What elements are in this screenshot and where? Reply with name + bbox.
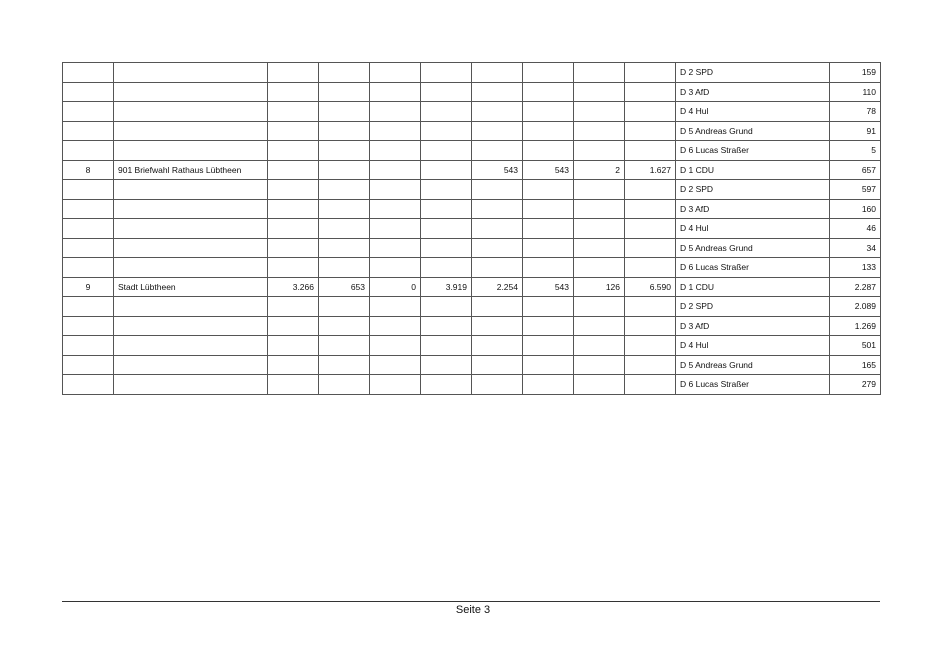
value-cell [370, 238, 421, 258]
value-cell [472, 316, 523, 336]
district-name-cell [114, 375, 268, 395]
value-cell [574, 199, 625, 219]
votes-cell: 501 [830, 336, 881, 356]
value-cell [319, 63, 370, 83]
table-row [63, 82, 881, 102]
value-cell [523, 141, 574, 161]
value-cell [421, 102, 472, 122]
value-cell [268, 238, 319, 258]
value-cell [268, 258, 319, 278]
value-cell [625, 219, 676, 239]
row-number-cell [63, 297, 114, 317]
value-cell: 2.254 [472, 277, 523, 297]
district-name-cell [114, 199, 268, 219]
row-number-cell [63, 355, 114, 375]
value-cell [523, 219, 574, 239]
table-row [63, 141, 881, 161]
value-cell [370, 375, 421, 395]
table-row [63, 102, 881, 122]
value-cell [319, 160, 370, 180]
district-name-cell [114, 63, 268, 83]
value-cell [625, 297, 676, 317]
value-cell [421, 336, 472, 356]
value-cell [421, 355, 472, 375]
value-cell [319, 141, 370, 161]
value-cell [523, 258, 574, 278]
value-cell [574, 141, 625, 161]
value-cell [472, 238, 523, 258]
value-cell [472, 121, 523, 141]
value-cell [268, 63, 319, 83]
value-cell [625, 82, 676, 102]
value-cell [268, 297, 319, 317]
district-name-cell [114, 297, 268, 317]
votes-cell: 46 [830, 219, 881, 239]
value-cell: 543 [523, 277, 574, 297]
value-cell [370, 102, 421, 122]
district-name-cell [114, 219, 268, 239]
value-cell [472, 180, 523, 200]
value-cell [472, 355, 523, 375]
value-cell [268, 355, 319, 375]
value-cell [574, 102, 625, 122]
value-cell [523, 297, 574, 317]
value-cell [421, 375, 472, 395]
candidate-cell: D 6 Lucas Straßer [676, 141, 830, 161]
candidate-cell: D 2 SPD [676, 63, 830, 83]
table-row [63, 121, 881, 141]
value-cell [472, 219, 523, 239]
row-number-cell [63, 238, 114, 258]
value-cell [523, 102, 574, 122]
row-number-cell [63, 199, 114, 219]
value-cell [370, 355, 421, 375]
value-cell [421, 180, 472, 200]
value-cell [472, 102, 523, 122]
value-cell [421, 258, 472, 278]
value-cell [268, 82, 319, 102]
candidate-cell: D 5 Andreas Grund [676, 355, 830, 375]
value-cell [523, 316, 574, 336]
value-cell [574, 316, 625, 336]
results-table [62, 62, 881, 395]
row-number-cell: 9 [63, 277, 114, 297]
value-cell [472, 336, 523, 356]
value-cell [574, 180, 625, 200]
district-name-cell [114, 180, 268, 200]
value-cell [319, 180, 370, 200]
value-cell [625, 238, 676, 258]
value-cell [421, 219, 472, 239]
value-cell [523, 336, 574, 356]
value-cell [574, 238, 625, 258]
votes-cell: 159 [830, 63, 881, 83]
candidate-cell: D 6 Lucas Straßer [676, 258, 830, 278]
district-name-cell: 901 Briefwahl Rathaus Lübtheen [114, 160, 268, 180]
value-cell [523, 355, 574, 375]
value-cell [319, 375, 370, 395]
value-cell [523, 180, 574, 200]
value-cell: 1.627 [625, 160, 676, 180]
row-number-cell [63, 316, 114, 336]
value-cell [319, 102, 370, 122]
row-number-cell [63, 180, 114, 200]
page-number: Seite 3 [455, 604, 491, 616]
value-cell [370, 199, 421, 219]
value-cell [574, 297, 625, 317]
candidate-cell: D 4 Hul [676, 102, 830, 122]
table-row [63, 238, 881, 258]
votes-cell: 34 [830, 238, 881, 258]
value-cell [319, 336, 370, 356]
candidate-cell: D 2 SPD [676, 180, 830, 200]
row-number-cell [63, 258, 114, 278]
value-cell [370, 258, 421, 278]
value-cell [268, 219, 319, 239]
table-row [63, 277, 881, 297]
value-cell [421, 316, 472, 336]
value-cell [421, 238, 472, 258]
row-number-cell [63, 141, 114, 161]
value-cell [472, 82, 523, 102]
value-cell [421, 199, 472, 219]
value-cell [523, 121, 574, 141]
value-cell [523, 199, 574, 219]
votes-cell: 657 [830, 160, 881, 180]
value-cell [268, 336, 319, 356]
value-cell [574, 121, 625, 141]
candidate-cell: D 1 CDU [676, 277, 830, 297]
table-row [63, 180, 881, 200]
value-cell [268, 160, 319, 180]
table-row [63, 160, 881, 180]
value-cell [472, 297, 523, 317]
value-cell [625, 180, 676, 200]
value-cell [523, 63, 574, 83]
value-cell [268, 102, 319, 122]
value-cell [523, 82, 574, 102]
value-cell [625, 316, 676, 336]
row-number-cell [63, 375, 114, 395]
value-cell [625, 355, 676, 375]
district-name-cell [114, 258, 268, 278]
candidate-cell: D 2 SPD [676, 297, 830, 317]
value-cell: 543 [523, 160, 574, 180]
value-cell: 6.590 [625, 277, 676, 297]
value-cell [625, 121, 676, 141]
value-cell [319, 121, 370, 141]
value-cell [370, 336, 421, 356]
value-cell [625, 336, 676, 356]
value-cell [574, 219, 625, 239]
district-name-cell [114, 316, 268, 336]
row-number-cell [63, 82, 114, 102]
candidate-cell: D 5 Andreas Grund [676, 121, 830, 141]
district-name-cell [114, 355, 268, 375]
value-cell: 3.266 [268, 277, 319, 297]
value-cell [625, 63, 676, 83]
row-number-cell [63, 336, 114, 356]
value-cell [319, 238, 370, 258]
value-cell [268, 121, 319, 141]
value-cell [574, 375, 625, 395]
value-cell [319, 219, 370, 239]
table-row [63, 258, 881, 278]
value-cell: 0 [370, 277, 421, 297]
value-cell [472, 63, 523, 83]
value-cell [319, 258, 370, 278]
value-cell [370, 219, 421, 239]
district-name-cell [114, 141, 268, 161]
district-name-cell: Stadt Lübtheen [114, 277, 268, 297]
table-row [63, 336, 881, 356]
value-cell [370, 180, 421, 200]
value-cell [421, 121, 472, 141]
value-cell [574, 82, 625, 102]
value-cell [625, 258, 676, 278]
table-row [63, 63, 881, 83]
table-row [63, 316, 881, 336]
votes-cell: 160 [830, 199, 881, 219]
value-cell [268, 180, 319, 200]
row-number-cell [63, 219, 114, 239]
value-cell: 2 [574, 160, 625, 180]
value-cell [472, 375, 523, 395]
value-cell [319, 297, 370, 317]
district-name-cell [114, 121, 268, 141]
value-cell [370, 160, 421, 180]
value-cell [268, 199, 319, 219]
votes-cell: 110 [830, 82, 881, 102]
candidate-cell: D 4 Hul [676, 336, 830, 356]
votes-cell: 133 [830, 258, 881, 278]
votes-cell: 597 [830, 180, 881, 200]
district-name-cell [114, 336, 268, 356]
value-cell [268, 141, 319, 161]
value-cell: 126 [574, 277, 625, 297]
value-cell [625, 141, 676, 161]
votes-cell: 279 [830, 375, 881, 395]
value-cell [472, 141, 523, 161]
value-cell [319, 82, 370, 102]
votes-cell: 2.089 [830, 297, 881, 317]
candidate-cell: D 4 Hul [676, 219, 830, 239]
value-cell [370, 316, 421, 336]
table-row [63, 375, 881, 395]
table-body [63, 63, 881, 395]
value-cell [574, 336, 625, 356]
district-name-cell [114, 82, 268, 102]
table-row [63, 297, 881, 317]
candidate-cell: D 3 AfD [676, 316, 830, 336]
row-number-cell [63, 63, 114, 83]
value-cell [625, 102, 676, 122]
value-cell [472, 199, 523, 219]
value-cell [319, 355, 370, 375]
table-row [63, 219, 881, 239]
value-cell [421, 82, 472, 102]
votes-cell: 1.269 [830, 316, 881, 336]
value-cell [523, 375, 574, 395]
value-cell [574, 258, 625, 278]
candidate-cell: D 1 CDU [676, 160, 830, 180]
value-cell [370, 297, 421, 317]
value-cell [268, 316, 319, 336]
votes-cell: 2.287 [830, 277, 881, 297]
value-cell [370, 82, 421, 102]
value-cell [625, 199, 676, 219]
value-cell [370, 63, 421, 83]
candidate-cell: D 3 AfD [676, 199, 830, 219]
value-cell [574, 355, 625, 375]
value-cell [421, 297, 472, 317]
value-cell [370, 121, 421, 141]
candidate-cell: D 3 AfD [676, 82, 830, 102]
candidate-cell: D 5 Andreas Grund [676, 238, 830, 258]
votes-cell: 165 [830, 355, 881, 375]
table-row [63, 199, 881, 219]
table-row [63, 355, 881, 375]
value-cell: 543 [472, 160, 523, 180]
value-cell [268, 375, 319, 395]
value-cell [319, 199, 370, 219]
value-cell [421, 141, 472, 161]
district-name-cell [114, 238, 268, 258]
value-cell [574, 63, 625, 83]
row-number-cell [63, 121, 114, 141]
row-number-cell [63, 102, 114, 122]
votes-cell: 5 [830, 141, 881, 161]
district-name-cell [114, 102, 268, 122]
row-number-cell: 8 [63, 160, 114, 180]
footer-divider [62, 601, 880, 602]
votes-cell: 91 [830, 121, 881, 141]
value-cell [625, 375, 676, 395]
value-cell [421, 63, 472, 83]
value-cell [421, 160, 472, 180]
value-cell [319, 316, 370, 336]
value-cell: 653 [319, 277, 370, 297]
value-cell [370, 141, 421, 161]
candidate-cell: D 6 Lucas Straßer [676, 375, 830, 395]
value-cell [523, 238, 574, 258]
votes-cell: 78 [830, 102, 881, 122]
value-cell [472, 258, 523, 278]
value-cell: 3.919 [421, 277, 472, 297]
